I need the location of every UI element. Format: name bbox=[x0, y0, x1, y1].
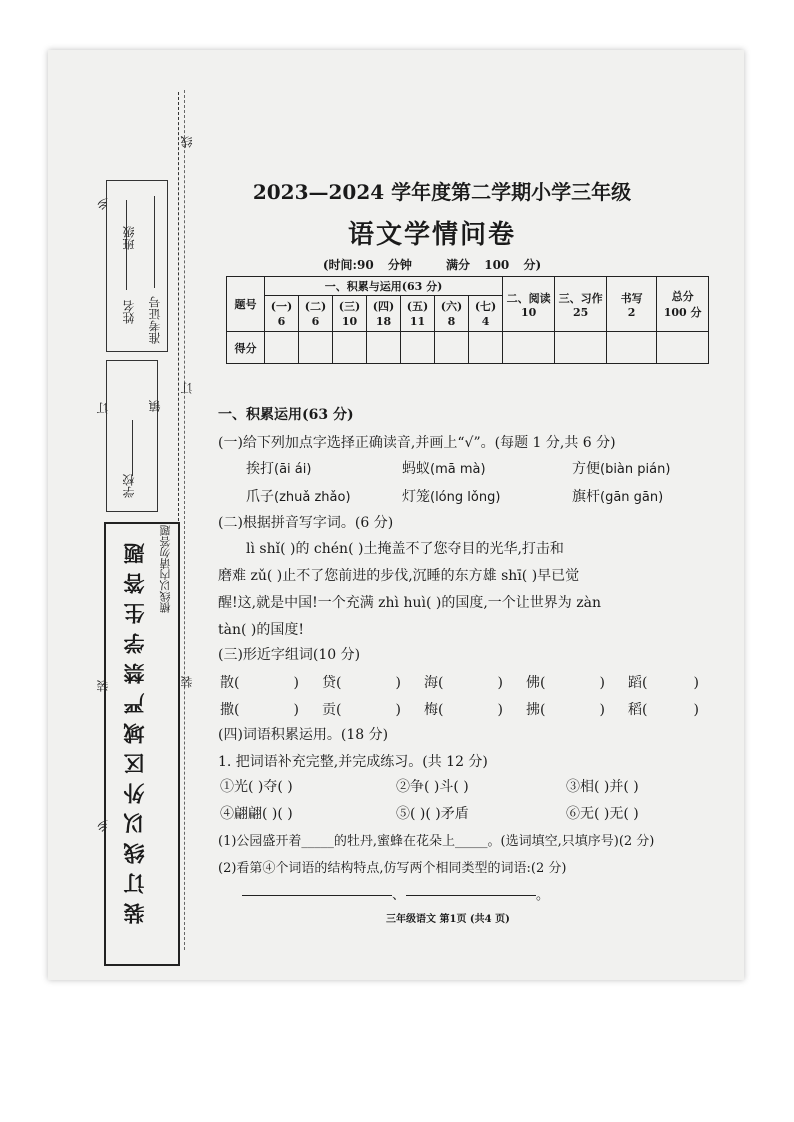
q1-item-4[interactable]: 爪子(zhuǎ zhǎo) bbox=[246, 489, 351, 505]
inner-warning-text: 横线以内请勿答题 bbox=[159, 525, 172, 613]
col-sub-2: (二) 6 bbox=[299, 296, 333, 332]
score-cell-2[interactable] bbox=[299, 332, 333, 364]
q3-item-10[interactable]: 稻( ) bbox=[628, 702, 699, 718]
q3-item-6[interactable]: 撒( ) bbox=[220, 702, 299, 718]
school-blank[interactable] bbox=[132, 420, 133, 476]
q3-item-9[interactable]: 拂( ) bbox=[526, 702, 605, 718]
time-limit: (时间:90 分钟 bbox=[322, 258, 412, 272]
score-cell-6[interactable] bbox=[435, 332, 469, 364]
score-cell-reading[interactable] bbox=[503, 332, 555, 364]
row-label-score: 得分 bbox=[227, 332, 265, 364]
q4-prompt: (四)词语积累运用。(18 分) bbox=[218, 727, 389, 743]
q3-item-4[interactable]: 佛( ) bbox=[526, 675, 605, 691]
q4-idiom-3[interactable]: ③相( )并( ) bbox=[566, 779, 639, 795]
q4-idiom-4[interactable]: ④翩翩( )( ) bbox=[220, 806, 293, 822]
q4-fill-2: (2)看第④个词语的结构特点,仿写两个相同类型的词语:(2 分) bbox=[218, 861, 567, 876]
town-label: 镇 bbox=[148, 400, 162, 412]
q3-item-8[interactable]: 梅( ) bbox=[424, 702, 503, 718]
col-sub-6: (六) 8 bbox=[435, 296, 469, 332]
score-cell-handwriting[interactable] bbox=[607, 332, 657, 364]
answer-blank-2[interactable] bbox=[406, 895, 536, 896]
q1-item-3[interactable]: 方便(biàn pián) bbox=[572, 461, 671, 477]
col-writing: 三、习作 25 bbox=[555, 277, 607, 332]
col-sub-7: (七) 4 bbox=[469, 296, 503, 332]
q4-idiom-1[interactable]: ①光( )夺( ) bbox=[220, 779, 293, 795]
exam-number-label: 准考证号 bbox=[148, 296, 162, 344]
col-total: 总分 100 分 bbox=[657, 277, 709, 332]
score-cell-total[interactable] bbox=[657, 332, 709, 364]
score-table bbox=[226, 276, 709, 364]
q2-line-2[interactable]: 磨难 zǔ( )止不了您前进的步伐,沉睡的东方雄 shī( )早已觉 bbox=[218, 568, 580, 584]
col-sub-3: (三) 10 bbox=[333, 296, 367, 332]
exam-subtitle: 语文学情问卷 bbox=[347, 220, 516, 250]
q1-item-5[interactable]: 灯笼(lóng lǒng) bbox=[402, 489, 501, 505]
answer-blank-1[interactable] bbox=[242, 895, 392, 896]
q3-item-7[interactable]: 贡( ) bbox=[322, 702, 401, 718]
binding-char-zhuang: 装 bbox=[180, 676, 194, 688]
group-header-accumulation: 一、积累与运用(63 分) bbox=[265, 277, 503, 296]
exam-number-blank[interactable] bbox=[154, 196, 155, 288]
name-label: 姓名 bbox=[122, 300, 136, 324]
full-score: 满分 100 分) bbox=[446, 258, 542, 272]
page-footer: 三年级语文 第1页 (共4 页) bbox=[386, 914, 510, 925]
q2-line-4[interactable]: tàn( )的国度! bbox=[218, 622, 304, 638]
q3-prompt: (三)形近字组词(10 分) bbox=[218, 647, 361, 663]
q4-idiom-6[interactable]: ⑥无( )无( ) bbox=[566, 806, 639, 822]
binding-char-left-ding: 订 bbox=[96, 402, 110, 414]
binding-char-ding: 订 bbox=[180, 382, 194, 394]
class-label: 班级 bbox=[122, 226, 136, 250]
q2-line-1[interactable]: lì shǐ( )的 chén( )土掩盖不了您夺目的光华,打击和 bbox=[246, 541, 564, 557]
binding-warning-text: 装订线以外区域严禁学生答题 bbox=[122, 534, 147, 924]
q4-fill-1[interactable]: (1)公园盛开着_____的牡丹,蜜蜂在花朵上_____。(选词填空,只填序号)(2 分) bbox=[218, 834, 655, 849]
q4-sub1-prompt: 1. 把词语补充完整,并完成练习。(共 12 分) bbox=[218, 754, 488, 770]
col-sub-1: (一) 6 bbox=[265, 296, 299, 332]
answer-separator: 、 bbox=[392, 888, 406, 903]
q1-item-1[interactable]: 挨打(āi ái) bbox=[246, 461, 312, 477]
score-cell-1[interactable] bbox=[265, 332, 299, 364]
q1-item-2[interactable]: 蚂蚁(mā mà) bbox=[402, 461, 486, 477]
answer-end-mark: 。 bbox=[536, 888, 550, 903]
binding-char-left-bottom: 乡 bbox=[96, 820, 110, 832]
q1-prompt: (一)给下列加点字选择正确读音,并画上“√”。(每题 1 分,共 6 分) bbox=[218, 435, 616, 451]
q3-item-2[interactable]: 贷( ) bbox=[322, 675, 401, 691]
q3-item-1[interactable]: 散( ) bbox=[220, 675, 299, 691]
q1-item-6[interactable]: 旗杆(gān gān) bbox=[572, 489, 664, 505]
q3-item-5[interactable]: 蹈( ) bbox=[628, 675, 699, 691]
binding-char-xian: 线 bbox=[180, 136, 194, 148]
score-cell-5[interactable] bbox=[401, 332, 435, 364]
col-sub-4: (四) 18 bbox=[367, 296, 401, 332]
q3-item-3[interactable]: 海( ) bbox=[424, 675, 503, 691]
exam-time-info bbox=[222, 256, 642, 273]
col-reading: 二、阅读 10 bbox=[503, 277, 555, 332]
binding-dash-line bbox=[184, 90, 185, 950]
q4-idiom-2[interactable]: ②争( )斗( ) bbox=[396, 779, 469, 795]
score-cell-4[interactable] bbox=[367, 332, 401, 364]
q2-prompt: (二)根据拼音写字词。(6 分) bbox=[218, 515, 394, 531]
section1-title: 一、积累运用(63 分) bbox=[218, 407, 354, 423]
q4-idiom-5[interactable]: ⑤( )( )矛盾 bbox=[396, 806, 469, 822]
score-cell-7[interactable] bbox=[469, 332, 503, 364]
score-cell-writing[interactable] bbox=[555, 332, 607, 364]
binding-char-left-top: 乡 bbox=[96, 198, 110, 210]
school-label: 学校 bbox=[122, 474, 136, 498]
col-sub-5: (五) 11 bbox=[401, 296, 435, 332]
row-label-number: 题号 bbox=[227, 277, 265, 332]
col-handwriting: 书写 2 bbox=[607, 277, 657, 332]
binding-char-left-zhuang: 装 bbox=[96, 680, 110, 692]
q2-line-3[interactable]: 醒!这,就是中国!一个充满 zhì huì( )的国度,一个让世界为 zàn bbox=[218, 595, 601, 611]
exam-title: 2023—2024 学年度第二学期小学三年级 bbox=[252, 180, 632, 204]
score-cell-3[interactable] bbox=[333, 332, 367, 364]
